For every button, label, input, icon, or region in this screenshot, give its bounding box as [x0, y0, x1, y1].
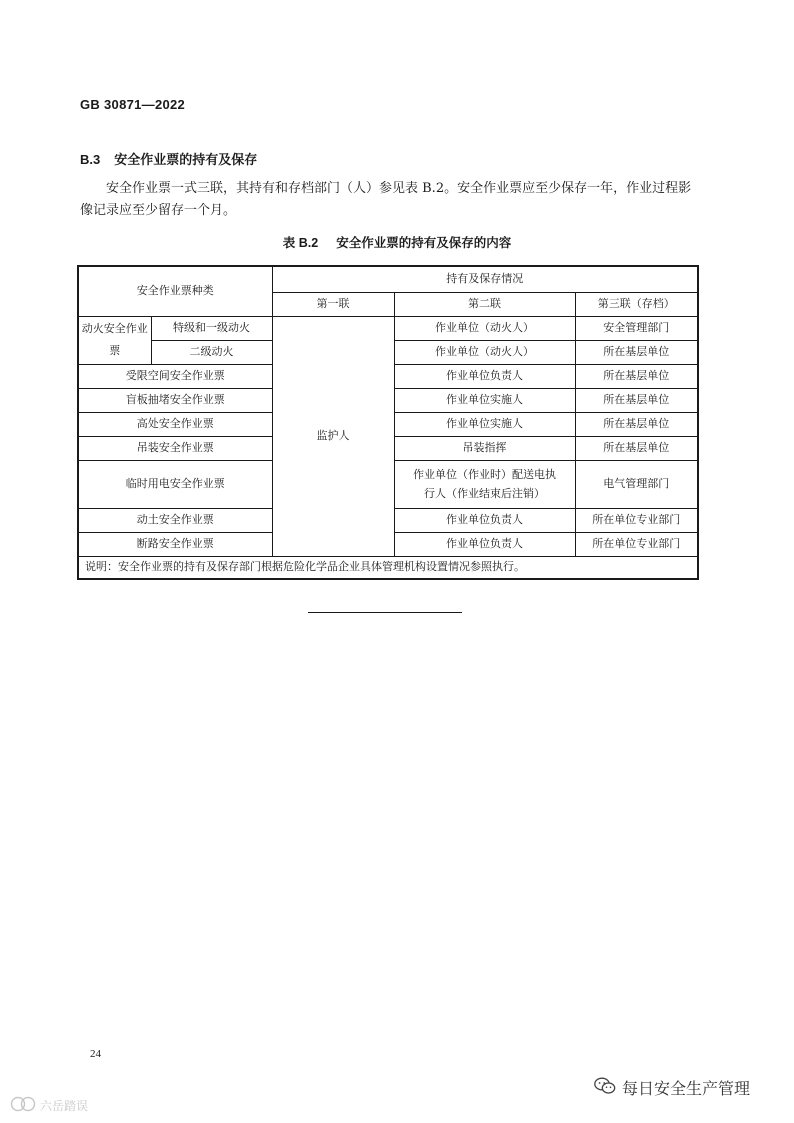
second-copy-cell: 作业单位负责人 — [394, 364, 575, 388]
third-copy-cell: 所在基层单位 — [575, 436, 698, 460]
second-copy-cell: 作业单位（动火人） — [394, 316, 575, 340]
ticket-type-cell: 高处安全作业票 — [78, 412, 272, 436]
third-copy-cell: 所在基层单位 — [575, 412, 698, 436]
third-copy-cell: 所在单位专业部门 — [575, 532, 698, 556]
table-header-row — [78, 266, 698, 292]
second-copy-cell: 作业单位（动火人） — [394, 340, 575, 364]
ticket-type-cell: 断路安全作业票 — [78, 532, 272, 556]
ticket-type-cell: 盲板抽堵安全作业票 — [78, 388, 272, 412]
header-ticket-type: 安全作业票种类 — [78, 266, 272, 316]
third-copy-cell: 所在单位专业部门 — [575, 508, 698, 532]
third-copy-cell: 安全管理部门 — [575, 316, 698, 340]
third-copy-cell: 所在基层单位 — [575, 388, 698, 412]
source-watermark — [10, 1096, 88, 1115]
section-title: 安全作业票的持有及保存 — [114, 153, 258, 168]
table-note: 说明：安全作业票的持有及保存部门根据危险化学品企业具体管理机构设置情况参照执行。 — [78, 556, 698, 579]
wechat-icon — [594, 1077, 616, 1099]
ticket-type-cell: 受限空间安全作业票 — [78, 364, 272, 388]
second-copy-cell: 作业单位（作业时）配送电执行人（作业结束后注销） — [394, 460, 575, 508]
ticket-type-cell: 临时用电安全作业票 — [78, 460, 272, 508]
account-watermark — [594, 1076, 750, 1099]
third-copy-cell: 所在基层单位 — [575, 340, 698, 364]
source-name: 六岳踏误 — [40, 1099, 89, 1113]
ticket-type-cell: 二级动火 — [151, 340, 272, 364]
logo-icon — [10, 1096, 36, 1115]
table-caption-title: 安全作业票的持有及保存的内容 — [336, 235, 512, 250]
standard-number: GB 30871—2022 — [80, 97, 186, 112]
section-number: B.3 — [80, 152, 101, 167]
section-paragraph: 安全作业票一式三联，其持有和存档部门（人）参见表 B.2。安全作业票应至少保存一年，作业过程影像记录应至少留存一个月。 — [80, 181, 692, 218]
header-holding-group: 持有及保存情况 — [272, 266, 698, 292]
header-first-copy: 第一联 — [272, 292, 394, 316]
table-row — [78, 316, 698, 340]
account-name: 每日安全生产管理 — [622, 1079, 751, 1098]
ticket-type-cell: 特级和一级动火 — [151, 316, 272, 340]
ticket-type-cell: 动土安全作业票 — [78, 508, 272, 532]
end-rule — [308, 612, 462, 613]
second-copy-cell: 作业单位实施人 — [394, 388, 575, 412]
first-copy-holder-cell: 监护人 — [272, 316, 394, 556]
ticket-type-cell: 吊装安全作业票 — [78, 436, 272, 460]
second-copy-cell: 作业单位负责人 — [394, 508, 575, 532]
hot-work-group-cell: 动火安全作业票 — [78, 316, 151, 364]
second-copy-cell: 作业单位负责人 — [394, 532, 575, 556]
table-note-row — [78, 556, 698, 579]
second-copy-cell: 作业单位实施人 — [394, 412, 575, 436]
page-number: 24 — [90, 1048, 101, 1060]
section-heading — [80, 149, 257, 168]
header-third-copy: 第三联（存档） — [575, 292, 698, 316]
table-caption-number: 表 B.2 — [282, 236, 319, 250]
holding-storage-table — [77, 265, 699, 580]
third-copy-cell: 电气管理部门 — [575, 460, 698, 508]
third-copy-cell: 所在基层单位 — [575, 364, 698, 388]
second-copy-cell: 吊装指挥 — [394, 436, 575, 460]
header-second-copy: 第二联 — [394, 292, 575, 316]
table-caption — [0, 233, 794, 251]
